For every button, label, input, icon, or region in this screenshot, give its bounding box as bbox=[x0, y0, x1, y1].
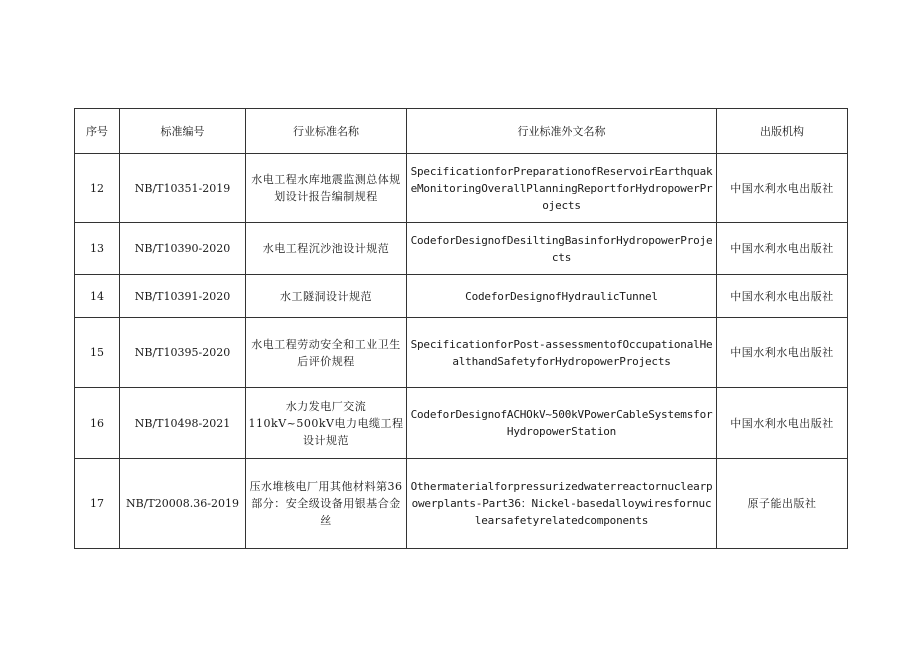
header-no: 序号 bbox=[75, 109, 120, 154]
table-row bbox=[75, 275, 848, 318]
table-row bbox=[75, 388, 848, 459]
header-name-zh: 行业标准名称 bbox=[246, 109, 407, 154]
row-name-en: SpecificationforPost-assessmentofOccupationalHealthandSafetyforHydropowerProjects bbox=[407, 318, 717, 388]
row-publisher: 中国水利水电出版社 bbox=[717, 275, 848, 318]
header-name-en: 行业标准外文名称 bbox=[407, 109, 717, 154]
row-name-en: SpecificationforPreparationofReservoirEarthquakeMonitoringOverallPlanningReportforHydropowerProjects bbox=[407, 154, 717, 223]
row-publisher: 中国水利水电出版社 bbox=[717, 223, 848, 275]
row-code: NB/T20008.36-2019 bbox=[120, 459, 246, 549]
row-no: 14 bbox=[75, 275, 120, 318]
header-row bbox=[75, 109, 848, 154]
row-name-zh: 水电工程水库地震监测总体规划设计报告编制规程 bbox=[246, 154, 407, 223]
row-code: NB/T10390-2020 bbox=[120, 223, 246, 275]
row-no: 12 bbox=[75, 154, 120, 223]
row-name-zh: 水力发电厂交流110kV~500kV电力电缆工程设计规范 bbox=[246, 388, 407, 459]
row-publisher: 中国水利水电出版社 bbox=[717, 154, 848, 223]
row-name-en: CodeforDesignofHydraulicTunnel bbox=[407, 275, 717, 318]
row-code: NB/T10498-2021 bbox=[120, 388, 246, 459]
row-name-en: Othermaterialforpressurizedwaterreactornuclearpowerplants-Part36：Nickel-basedalloywiresfornuclearsafetyrelatedcomponents bbox=[407, 459, 717, 549]
row-no: 13 bbox=[75, 223, 120, 275]
row-name-zh: 压水堆核电厂用其他材料第36部分：安全级设备用银基合金丝 bbox=[246, 459, 407, 549]
row-code: NB/T10391-2020 bbox=[120, 275, 246, 318]
header-code: 标准编号 bbox=[120, 109, 246, 154]
row-name-zh: 水工隧洞设计规范 bbox=[246, 275, 407, 318]
standards-table bbox=[74, 108, 848, 549]
table-row bbox=[75, 223, 848, 275]
row-no: 17 bbox=[75, 459, 120, 549]
header-publisher: 出版机构 bbox=[717, 109, 848, 154]
table-row bbox=[75, 154, 848, 223]
row-publisher: 中国水利水电出版社 bbox=[717, 318, 848, 388]
row-name-zh: 水电工程沉沙池设计规范 bbox=[246, 223, 407, 275]
row-no: 15 bbox=[75, 318, 120, 388]
row-no: 16 bbox=[75, 388, 120, 459]
table-row bbox=[75, 459, 848, 549]
row-name-zh: 水电工程劳动安全和工业卫生后评价规程 bbox=[246, 318, 407, 388]
row-code: NB/T10351-2019 bbox=[120, 154, 246, 223]
row-name-en: CodeforDesignofDesiltingBasinforHydropowerProjects bbox=[407, 223, 717, 275]
row-name-en: CodeforDesignofACHOkV~500kVPowerCableSystemsforHydropowerStation bbox=[407, 388, 717, 459]
row-publisher: 原子能出版社 bbox=[717, 459, 848, 549]
row-publisher: 中国水利水电出版社 bbox=[717, 388, 848, 459]
table-row bbox=[75, 318, 848, 388]
row-code: NB/T10395-2020 bbox=[120, 318, 246, 388]
